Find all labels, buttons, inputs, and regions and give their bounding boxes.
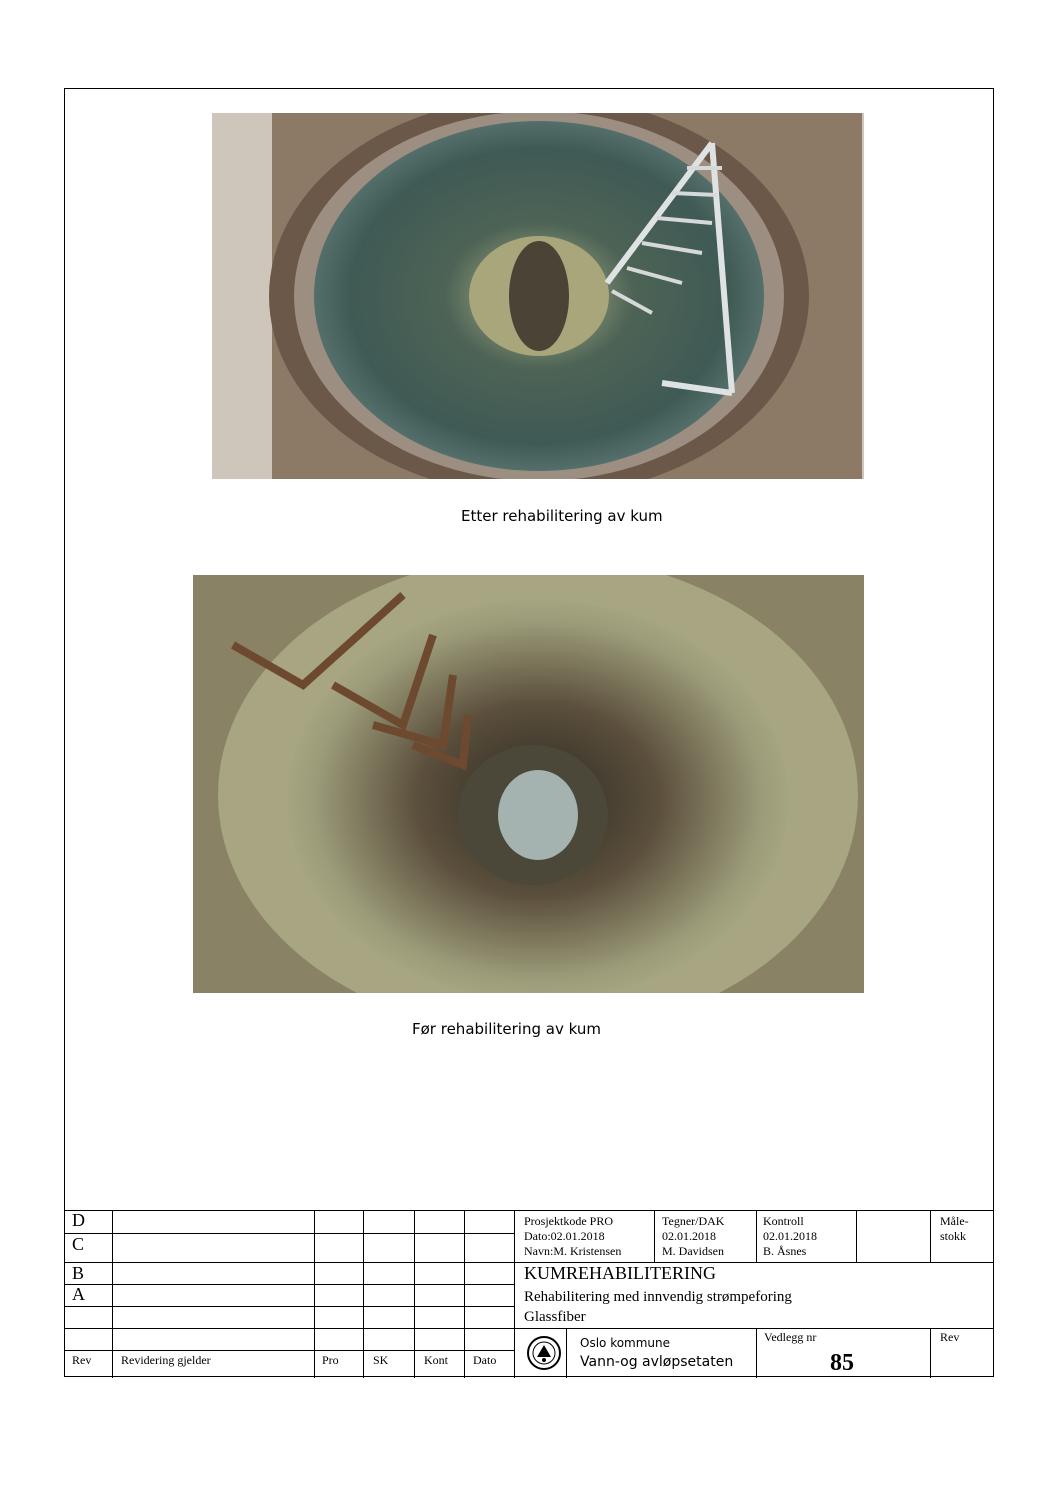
rev-label: Rev — [940, 1330, 960, 1344]
oslo-kommune-seal — [526, 1333, 562, 1373]
photo-after-rehabilitation — [212, 113, 864, 479]
tegner-label: Tegner/DAK — [662, 1214, 725, 1228]
kontroll-label: Kontroll — [763, 1214, 804, 1228]
kontroll-dato: 02.01.2018 — [763, 1229, 817, 1243]
title-block — [64, 1210, 994, 1378]
drawing-subtitle-1: Rehabilitering med innvendig strømpeforing — [524, 1289, 792, 1305]
header-pro: Pro — [322, 1353, 339, 1367]
prosjektkode: Prosjektkode PRO — [524, 1214, 614, 1228]
caption-after: Etter rehabilitering av kum — [461, 507, 663, 525]
header-revidering: Revidering gjelder — [121, 1353, 211, 1367]
prosjekt-dato: Dato:02.01.2018 — [524, 1229, 605, 1243]
tegner-dato: 02.01.2018 — [662, 1229, 716, 1243]
rev-row-c: C — [72, 1234, 85, 1254]
malestokk-line1: Måle- — [940, 1214, 969, 1228]
drawing-subtitle-2: Glassfiber — [524, 1309, 586, 1325]
header-kont: Kont — [424, 1353, 448, 1367]
vedlegg-number: 85 — [830, 1350, 854, 1376]
photo-before-rehabilitation — [193, 575, 864, 993]
drawing-title: KUMREHABILITERING — [524, 1263, 716, 1283]
kontroll-navn: B. Åsnes — [763, 1244, 807, 1258]
rev-row-a: A — [72, 1284, 85, 1304]
caption-before: Før rehabilitering av kum — [412, 1020, 601, 1038]
org-name: Oslo kommune — [580, 1336, 671, 1350]
malestokk-line2: stokk — [940, 1229, 967, 1243]
vedlegg-label: Vedlegg nr — [764, 1330, 817, 1344]
rev-row-b: B — [72, 1263, 85, 1283]
rev-row-d: D — [72, 1210, 85, 1230]
tegner-navn: M. Davidsen — [662, 1244, 724, 1258]
org-department: Vann-og avløpsetaten — [580, 1354, 734, 1370]
header-dato: Dato — [473, 1353, 497, 1367]
header-sk: SK — [373, 1353, 389, 1367]
header-rev: Rev — [72, 1353, 92, 1367]
prosjekt-navn: Navn:M. Kristensen — [524, 1244, 622, 1258]
